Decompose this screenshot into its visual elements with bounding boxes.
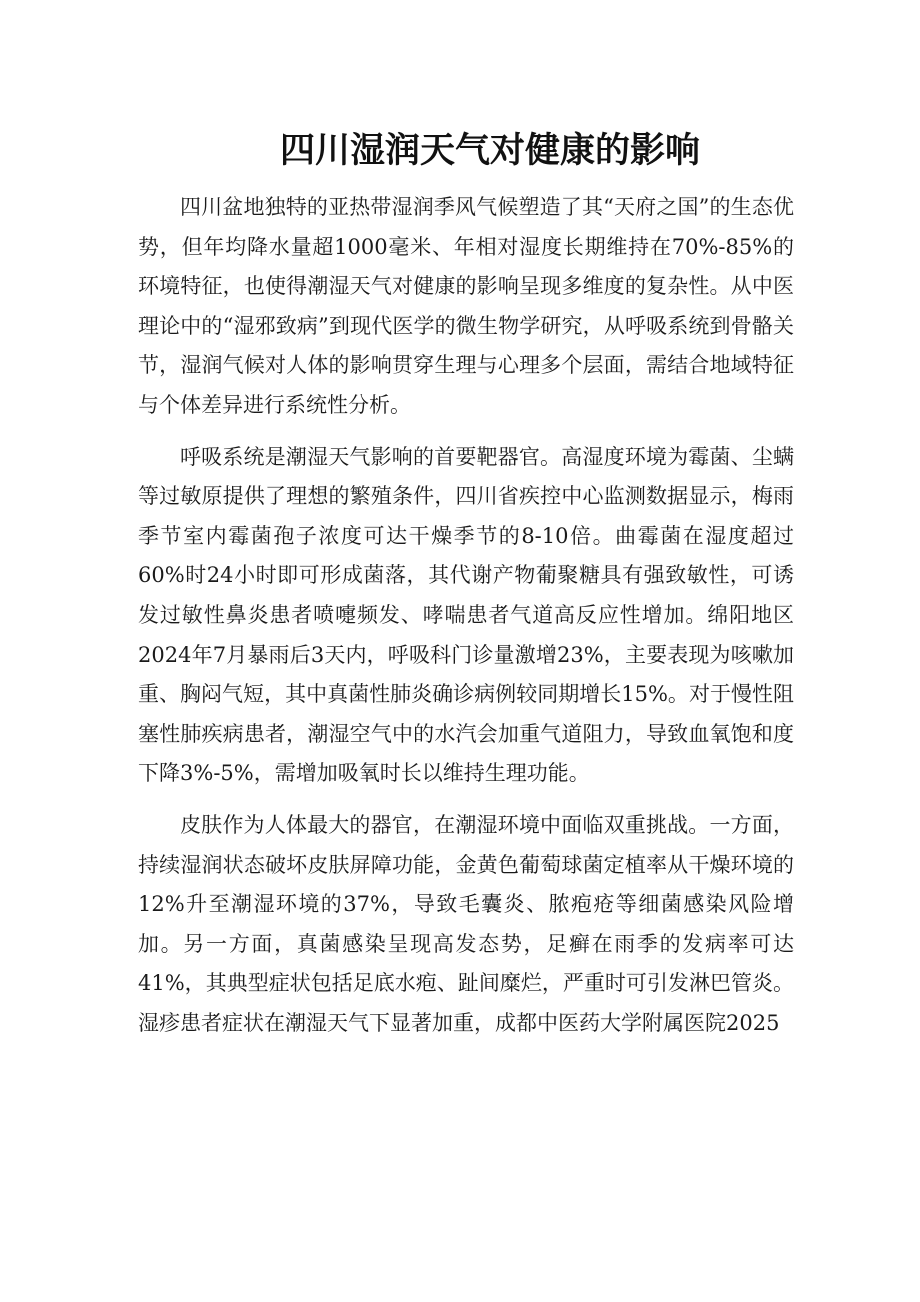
- paragraph-skin: 皮肤作为人体最大的器官，在潮湿环境中面临双重挑战。一方面，持续湿润状态破坏皮肤屏障功能，金黄色葡萄球菌定植率从干燥环境的12%升至潮湿环境的37%，导致毛囊炎、脓疱疮等细菌感染风险增加。另一方面，真菌感染呈现高发态势，足癣在雨季的发病率可达41%，其典型症状包括足底水疱、趾间糜烂，严重时可引发淋巴管炎。湿疹患者症状在潮湿天气下显著加重，成都中医药大学附属医院2025: [138, 812, 794, 1035]
- paragraph-intro: 四川盆地独特的亚热带湿润季风气候塑造了其“天府之国”的生态优势，但年均降水量超1000毫米、年相对湿度长期维持在70%-85%的环境特征，也使得潮湿天气对健康的影响呈现多维度的复杂性。从中医理论中的“湿邪致病”到现代医学的微生物学研究，从呼吸系统到骨骼关节，湿润气候对人体的影响贯穿生理与心理多个层面，需结合地域特征与个体差异进行系统性分析。: [138, 195, 794, 417]
- document-body: [138, 188, 794, 1055]
- document-title: 四川湿润天气对健康的影响: [279, 131, 700, 171]
- paragraph-respiratory: 呼吸系统是潮湿天气影响的首要靶器官。高湿度环境为霉菌、尘螨等过敏原提供了理想的繁殖条件，四川省疾控中心监测数据显示，梅雨季节室内霉菌孢子浓度可达干燥季节的8-10倍。曲霉菌在湿度超过60%时24小时即可形成菌落，其代谢产物葡聚糖具有强致敏性，可诱发过敏性鼻炎患者喷嚏频发、哮喘患者气道高反应性增加。绵阳地区2024年7月暴雨后3天内，呼吸科门诊量激增23%，主要表现为咳嗽加重、胸闷气短，其中真菌性肺炎确诊病例较同期增长15%。对于慢性阻塞性肺疾病患者，潮湿空气中的水汽会加重气道阻力，导致血氧饱和度下降3%-5%，需增加吸氧时长以维持生理功能。: [138, 444, 794, 786]
